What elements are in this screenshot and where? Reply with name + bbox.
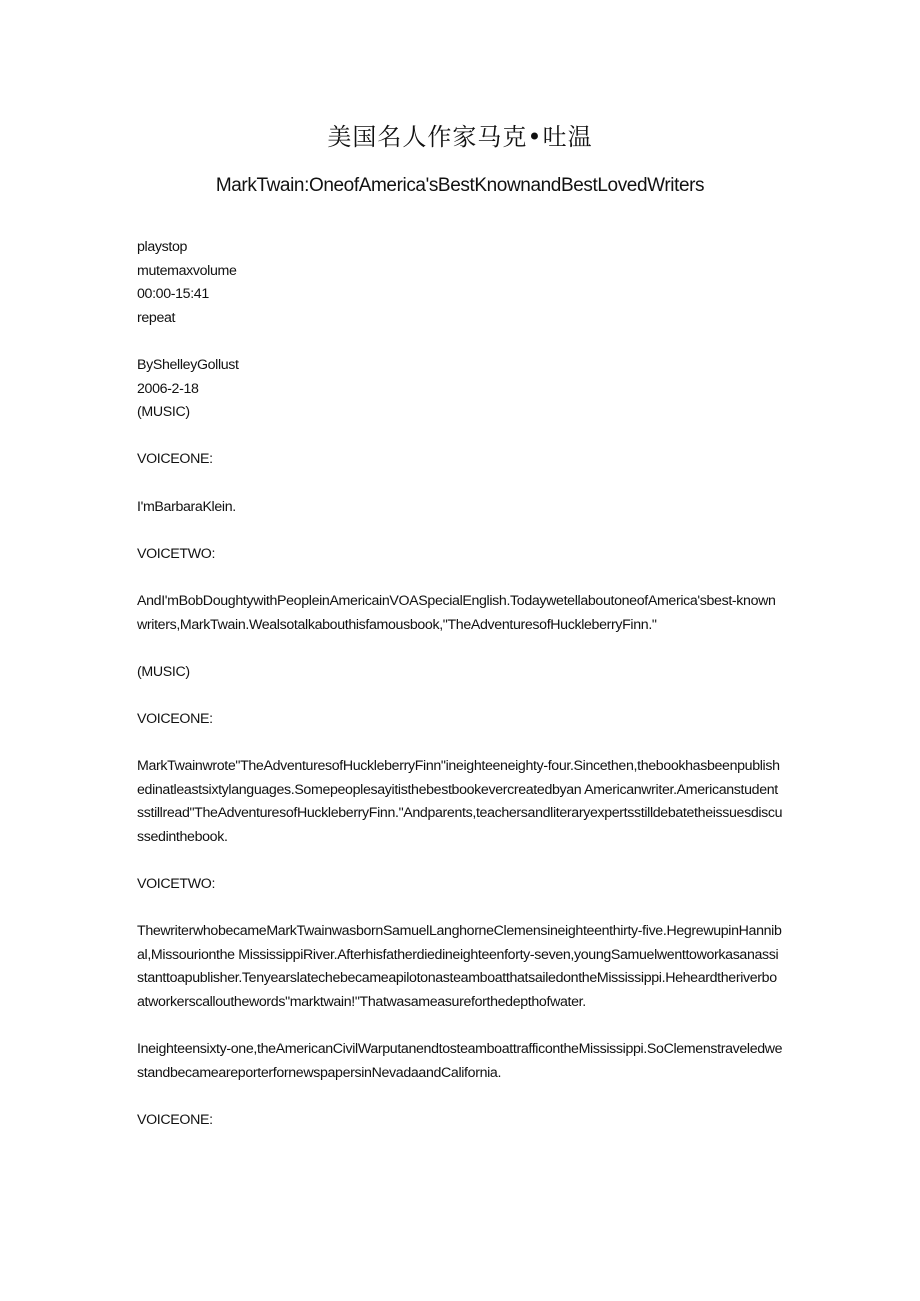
music-cue: (MUSIC) bbox=[137, 663, 190, 680]
player-time-range: 00:00-15:41 bbox=[137, 286, 209, 303]
music-cue: (MUSIC) bbox=[137, 404, 190, 421]
transcript-paragraph: ThewriterwhobecameMarkTwainwasbornSamuelLanghorneClemensineighteenthirty-five.HegrewupinHannibal,Missourionthe MississippiRiver.Afterhisfatherdiedineighteenforty-seven,youngSamuelwenttoworkasanassistanttoapublisher.TenyearslatechebecameapilotonasteamboatthatsailedontheMississippi.Heheardtheriverboatworkerscallouthewords"marktwain!"Thatwasameasureforthedepthofwater. bbox=[137, 923, 782, 1010]
byline: ByShelleyGollust bbox=[137, 356, 239, 373]
chinese-title: 美国名人作家马克•吐温 bbox=[327, 123, 593, 151]
speaker-label: VOICEONE: bbox=[137, 710, 213, 727]
speaker-label: VOICETWO: bbox=[137, 545, 216, 562]
spacer bbox=[137, 637, 783, 661]
spacer bbox=[137, 519, 783, 543]
spacer bbox=[137, 1015, 783, 1039]
player-controls-play-stop: playstop bbox=[137, 239, 188, 255]
document-body bbox=[137, 236, 783, 1133]
spacer bbox=[137, 684, 783, 708]
spacer bbox=[137, 330, 783, 354]
publish-date: 2006-2-18 bbox=[137, 380, 199, 397]
speaker-label: VOICETWO: bbox=[137, 876, 216, 893]
speaker-label: VOICEONE: bbox=[137, 451, 213, 468]
spacer bbox=[137, 849, 783, 873]
spacer bbox=[137, 1085, 783, 1109]
spacer bbox=[137, 472, 783, 496]
transcript-paragraph: MarkTwainwrote"TheAdventuresofHuckleberryFinn"ineighteeneighty-four.Sincethen,thebookhasbeenpublishedinatleastsixtylanguages.Somepeoplesayitisthebestbookevercreatedbyan Americanwriter.Americanstudentsstillread"TheAdventuresofHuckleberryFinn."Andparents,teachersandliteraryexpertsstilldebatetheissuesdiscussedinthebook. bbox=[137, 758, 783, 845]
spacer bbox=[137, 897, 783, 921]
speaker-label: VOICEONE: bbox=[137, 1111, 213, 1128]
spacer bbox=[137, 425, 783, 449]
spacer bbox=[137, 566, 783, 590]
player-controls-volume: mutemaxvolume bbox=[137, 262, 237, 279]
spacer bbox=[137, 731, 783, 755]
transcript-paragraph: AndI'mBobDoughtywithPeopleinAmericainVOASpecialEnglish.TodaywetellaboutoneofAmerica'sbest-knownwriters,MarkTwain.Wealsotalkabouthisfamousbook,"TheAdventuresofHuckleberryFinn." bbox=[137, 592, 776, 633]
transcript-paragraph: Ineighteensixty-one,theAmericanCivilWarputanendtosteamboattrafficontheMississippi.SoClemenstraveledwestandbecameareporterfornewspapersinNevadaandCalifornia. bbox=[137, 1041, 783, 1081]
english-title: MarkTwain:OneofAmerica'sBestKnownandBestLovedWriters bbox=[215, 175, 705, 196]
transcript-paragraph: I'mBarbaraKlein. bbox=[137, 498, 236, 515]
player-repeat: repeat bbox=[137, 309, 176, 326]
